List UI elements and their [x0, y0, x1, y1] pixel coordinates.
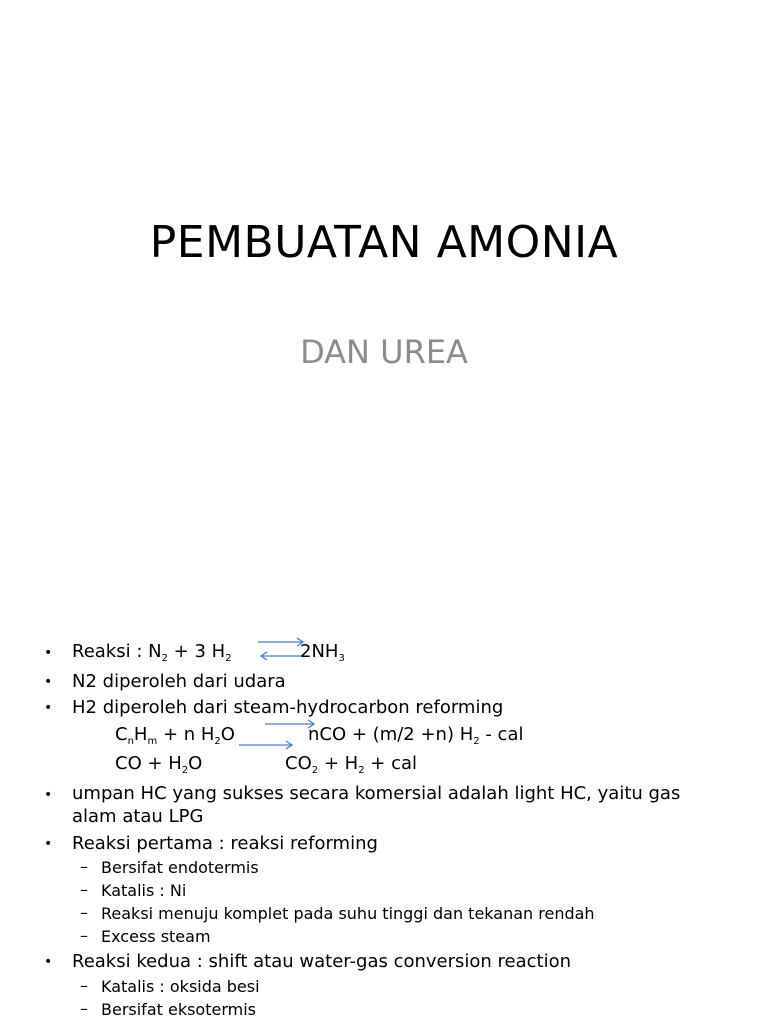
- bullet: •: [44, 787, 53, 803]
- equation-reforming-left: $C_nH_m + n$ $H_2O$: [115, 724, 235, 747]
- first-item: Excess steam: [101, 927, 211, 946]
- slide-subtitle: DAN UREA: [300, 333, 468, 371]
- dash: –: [80, 999, 88, 1018]
- bullet: •: [44, 954, 53, 970]
- dash: –: [80, 976, 88, 995]
- bullet: •: [44, 645, 53, 661]
- bullet: •: [44, 836, 53, 852]
- equation-reforming-right: nCO + (m/2 +n) $H_2$ - cal: [308, 724, 524, 747]
- second-reaction: Reaksi kedua : shift atau water-gas conversion reaction: [72, 951, 572, 972]
- bullet: •: [44, 700, 53, 716]
- n2-source: N2 diperoleh dari udara: [72, 671, 286, 692]
- dash: –: [80, 926, 88, 945]
- slide-title: PEMBUATAN AMONIA: [149, 217, 619, 268]
- forward-arrow-icon: [236, 739, 298, 753]
- equation-shift-right: $CO_2 + H_2$ + cal: [285, 753, 418, 776]
- dash: –: [80, 903, 88, 922]
- first-item: Bersifat endotermis: [101, 858, 259, 877]
- first-item: Katalis : Ni: [101, 881, 187, 900]
- feed-line-2: alam atau LPG: [72, 806, 204, 827]
- second-item: Katalis : oksida besi: [101, 977, 260, 996]
- equation-shift-left: CO + $H_2O$: [115, 753, 203, 776]
- dash: –: [80, 880, 88, 899]
- dash: –: [80, 857, 88, 876]
- bullet: •: [44, 674, 53, 690]
- feed-line-1: umpan HC yang sukses secara komersial adalah light HC, yaitu gas: [72, 783, 681, 804]
- h2-source: H2 diperoleh dari steam-hydrocarbon reforming: [72, 697, 504, 718]
- first-item: Reaksi menuju komplet pada suhu tinggi dan tekanan rendah: [101, 904, 595, 923]
- reaction-ammonia: Reaksi : $N_2 + 3$ $H_2$: [72, 641, 232, 664]
- reaction-product: $2NH_3$: [300, 641, 345, 664]
- second-item: Bersifat eksotermis: [101, 1000, 256, 1019]
- first-reaction: Reaksi pertama : reaksi reforming: [72, 833, 378, 854]
